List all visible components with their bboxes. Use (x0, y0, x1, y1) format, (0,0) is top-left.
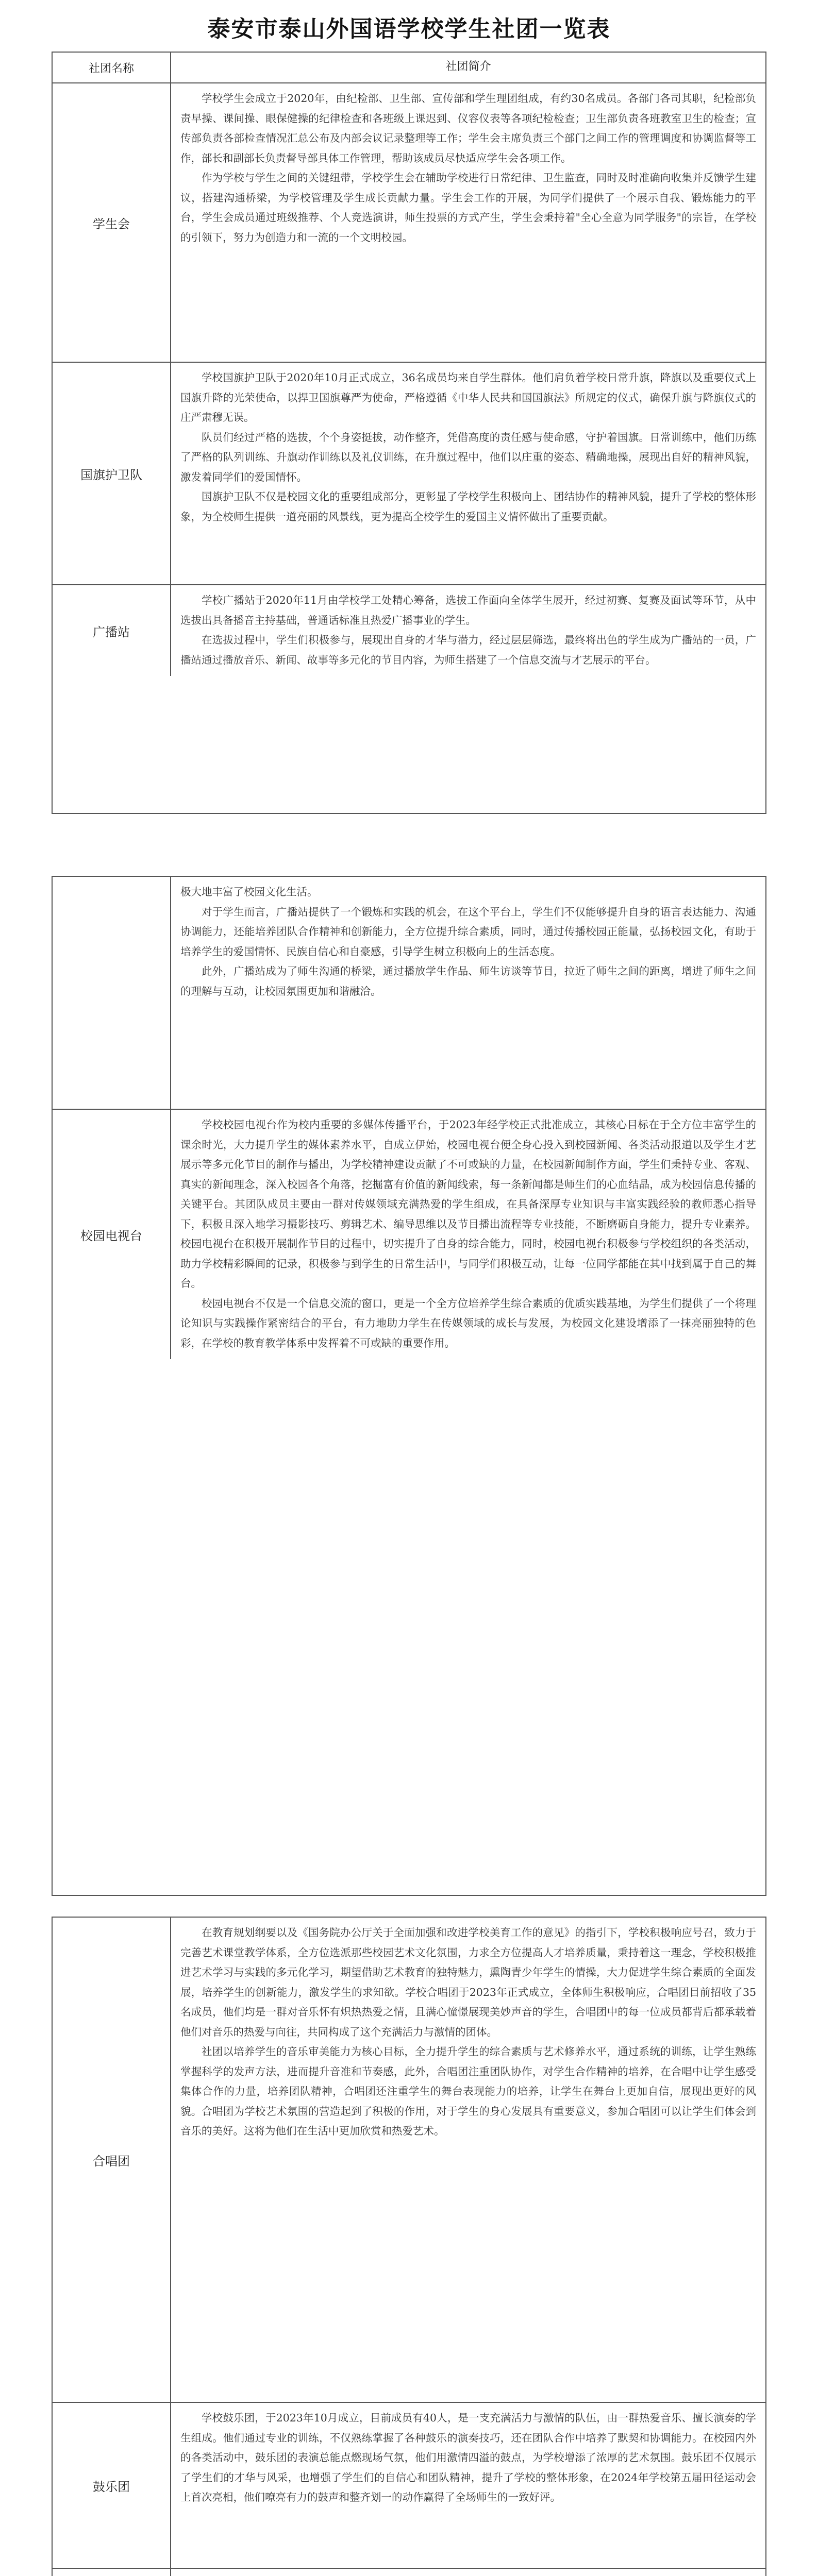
table-row (53, 584, 765, 676)
club-paragraph: 队员们经过严格的选拔，个个身姿挺拔，动作整齐，凭借高度的责任感与使命感，守护着国旗。日常训练中，他们历练了严格的队列训练、升旗动作训练以及礼仪训练，在升旗过程中，他们以庄重的姿态、精确地操，展现出自好的精神风貌，激发着同学们的爱国情怀。 (180, 431, 756, 483)
club-intro (171, 363, 765, 584)
table-page-1 (52, 52, 766, 814)
club-intro (171, 585, 765, 676)
club-paragraph: 学校鼓乐团，于2023年10月成立，目前成员有40人，是一支充满活力与激情的队伍，由一群热爱音乐、擅长演奏的学生组成。他们通过专业的训练，不仅熟练掌握了各种鼓乐的演奏技巧，还在团队合作中培养了默契和协调能力。在校园内外的各类活动中，鼓乐团的表演总能点燃现场气氛，他们用激情四溢的鼓点，为学校增添了浓厚的艺术氛围。鼓乐团不仅展示了学生们的才华与风采，也增强了学生们的自信心和团队精神，提升了学校的整体形象，在2024年学校第五届田径运动会上首次亮相，他们嘹亮有力的鼓声和整齐划一的动作赢得了全场师生的一致好评。 (180, 2412, 756, 2503)
club-paragraph: 国旗护卫队不仅是校园文化的重要组成部分，更彰显了学校学生积极向上、团结协作的精神风貌，提升了学校的整体形象，为全校师生提供一道亮丽的风景线，更为提高全校学生的爱国主义情怀做出了重要贡献。 (180, 490, 756, 523)
header-club-intro: 社团简介 (445, 60, 491, 73)
table-row (53, 1918, 765, 2402)
club-intro (171, 83, 765, 362)
club-name: 鼓乐团 (53, 2403, 171, 2568)
club-paragraph: 社团以培养学生的音乐审美能力为核心目标，全力提升学生的综合素质与艺术修养水平，通过系统的训练，让学生熟练掌握科学的发声方法，进而提升音准和节奏感，此外，合唱团注重团队协作，对学生合作精神的培养，在合唱中让学生感受集体合作的力量，培养团队精神，合唱团还注重学生的舞台表现能力的培养，让学生在舞台上更加自信，展现出更好的风貌。合唱团为学校艺术氛围的营造起到了积极的作用，对于学生的身心发展具有重要意义，参加合唱团可以让学生们体会到音乐的美好。这将为他们在生活中更加欣赏和热爱艺术。 (180, 2045, 756, 2137)
club-paragraph: 在教育规划纲要以及《国务院办公厅关于全面加强和改进学校美育工作的意见》的指引下，学校积极响应号召，致力于完善艺术课堂教学体系，全方位选派那些校园艺术文化氛围，力求全方位提高人才培养质量，秉持着这一理念，学校积极推进艺术学习与实践的多元化学习，期望借助艺术教育的独特魅力，熏陶青少年学生的情操，大力促进学生综合素质的全面发展，培养学生的创新能力，激发学生的求知欲。学校合唱团于2023年正式成立，全体师生积极响应，合唱团目前招收了35名成员，他们均是一群对音乐怀有炽热热爱之情，且满心憧憬展现美妙声音的学生，合唱团中的每一位成员都背后都承载着他们对音乐的热爱与向往，共同构成了这个充满活力与激情的团体。 (180, 1926, 756, 2038)
table-row (53, 82, 765, 362)
club-paragraph: 作为学校与学生之间的关键纽带，学校学生会在辅助学校进行日常纪律、卫生监查，同时及时准确向收集并反馈学生建议，搭建沟通桥梁，为学校管理及学生成长贡献力量。学生会工作的开展，为同学们提供了一个展示自我、锻炼能力的平台，学生会成员通过班级推荐、个人竞选演讲，师生投票的方式产生，学生会秉持着"全心全意为同学服务"的宗旨，在学校的引领下，努力为创造力和一流的一个文明校园。 (180, 172, 756, 244)
club-paragraph: 在选拔过程中，学生们积极参与，展现出自身的才华与潜力，经过层层筛选，最终将出色的学生成为广播站的一员，广播站通过播放音乐、新闻、故事等多元化的节目内容，为师生搭建了一个信息交流与才艺展示的平台。 (180, 634, 756, 666)
table-page-3 (52, 1917, 766, 2576)
club-intro (171, 1110, 765, 1359)
club-intro (171, 2569, 765, 2576)
club-intro (171, 2403, 765, 2568)
club-name: 广播站 (53, 585, 171, 676)
club-name: 学生会 (53, 83, 171, 362)
header-club-name: 社团名称 (53, 53, 171, 82)
club-paragraph: 对于学生而言，广播站提供了一个锻炼和实践的机会，在这个平台上，学生们不仅能够提升自身的语言表达能力、沟通协调能力，还能培养团队合作精神和创新能力，全方位提升综合素质，同时，通过传播校园正能量，弘扬校园文化，有助于培养学生的爱国情怀、民族自信心和自豪感，引导学生树立积极向上的生活态度。 (180, 905, 756, 958)
club-paragraph: 学校国旗护卫队于2020年10月正式成立，36名成员均来自学生群体。他们肩负着学校日常升旗，降旗以及重要仪式上国旗升降的光荣使命，以捍卫国旗尊严为使命，严格遵循《中华人民共和国国旗法》所规定的仪式，确保升旗与降旗仪式的庄严肃穆无误。 (180, 371, 756, 423)
club-name (53, 2569, 171, 2576)
club-paragraph: 校园电视台不仅是一个信息交流的窗口，更是一个全方位培养学生综合素质的优质实践基地，为学生们提供了一个将理论知识与实践操作紧密结合的平台，有力地助力学生在传媒领域的成长与发展，为校园文化建设增添了一抹亮丽独特的色彩，在学校的教育教学体系中发挥着不可或缺的重要作用。 (180, 1297, 756, 1349)
club-intro (171, 1918, 765, 2402)
table-row (53, 362, 765, 584)
club-name (53, 877, 171, 1109)
club-paragraph: 学校广播站于2020年11月由学校学工处精心筹备，选拔工作面向全体学生展开，经过初赛、复赛及面试等环节，从中选拔出具备播音主持基础，普通话标准且热爱广播事业的学生。 (180, 594, 756, 626)
table-row (53, 877, 765, 1109)
table-row (53, 2568, 765, 2576)
table-row (53, 2402, 765, 2568)
document-title: 泰安市泰山外国语学校学生社团一览表 (207, 16, 611, 42)
club-intro (171, 877, 765, 1109)
table-page-2 (52, 876, 766, 1896)
club-name: 合唱团 (53, 1918, 171, 2402)
club-name: 国旗护卫队 (53, 363, 171, 584)
club-paragraph: 学校学生会成立于2020年，由纪检部、卫生部、宣传部和学生理团组成，有约30名成员。各部门各司其职，纪检部负责早操、课间操、眼保健操的纪律检查和各班级上课迟到、仪容仪表等各项纪检检查；卫生部负责各班教室卫生的检查；宣传部负责各部检查情况汇总公布及内部会议记录整理等工作；学生会主席负责三个部门之间工作的管理调度和协调监督等工作，部长和副部长负责督导部具体工作管理，帮助该成员尽快适应学生会各项工作。 (180, 92, 756, 164)
club-paragraph: 此外，广播站成为了师生沟通的桥梁，通过播放学生作品、师生访谈等节目，拉近了师生之间的距离，增进了师生之间的理解与互动，让校园氛围更加和谐融洽。 (180, 965, 756, 997)
club-paragraph (180, 2574, 756, 2576)
club-name: 校园电视台 (53, 1110, 171, 1359)
table-row (53, 1109, 765, 1359)
club-paragraph: 极大地丰富了校园文化生活。 (180, 886, 318, 898)
table-header-row (53, 53, 765, 82)
club-paragraph: 学校校园电视台作为校内重要的多媒体传播平台，于2023年经学校正式批准成立，其核心目标在于全方位丰富学生的课余时光，大力提升学生的媒体素养水平，自成立伊始，校园电视台便全身心投入到校园新闻、各类活动报道以及学生才艺展示等多元化节目的制作与播出，为学校精神建设贡献了不可或缺的力量，在校园新闻制作方面，学生们秉持专业、客观、真实的新闻理念，深入校园各个角落，挖掘富有价值的新闻线索，每一条新闻都是师生们的心血结晶，成为校园信息传播的关键平台。其团队成员主要由一群对传媒领域充满热爱的学生组成，在具备深厚专业知识与丰富实践经验的教师悉心指导下，积极且深入地学习摄影技巧、剪辑艺术、编导思维以及节目播出流程等专业技能，不断磨砺自身能力，提升专业素养。校园电视台在积极开展制作节目的过程中，切实提升了自身的综合能力，同时，校园电视台积极参与学校组织的各类活动，助力学校精彩瞬间的记录，积极参与到学生的日常生活中，与同学们积极互动，让每一位同学都能在其中找到属于自己的舞台。 (180, 1118, 756, 1290)
